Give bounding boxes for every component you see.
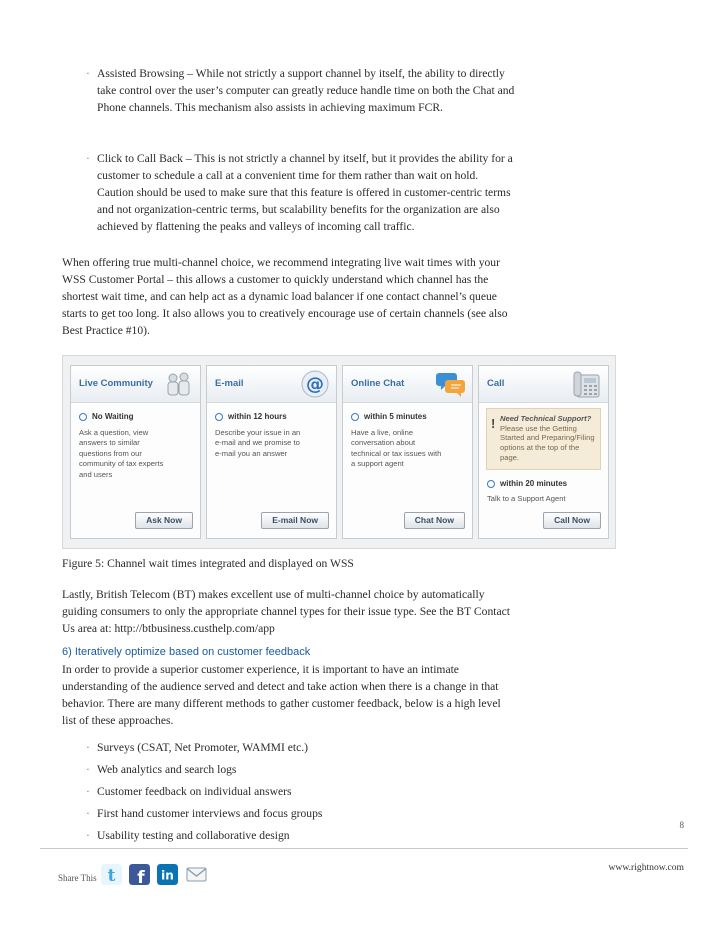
wait-time (487, 479, 567, 488)
figure-caption: Figure 5: Channel wait times integrated and displayed on WSS (62, 557, 354, 570)
clock-icon (487, 480, 495, 488)
bullet-dot: · (86, 152, 90, 165)
wait-time (215, 412, 287, 421)
footer-url[interactable]: www.rightnow.com (608, 862, 684, 873)
email-now-button[interactable]: E-mail Now (261, 512, 329, 529)
svg-text:f: f (137, 868, 145, 885)
list-item (86, 761, 516, 778)
bullet-text: Click to Call Back – This is not strictly a channel by itself, but it provides the ability for a customer to schedule a call at a convenient time for them rather than wait on hold. Caution should be used to make sure that this feature is offered in customer-centric terms and not organization-centric terms, but scalability benefits for the organization are also achieved by flattening the peaks and valleys of incoming call traffic. (97, 152, 513, 234)
exclamation-icon: ! (491, 416, 496, 431)
panel-title: Live Community (79, 378, 153, 389)
channel-panel-online-chat (342, 365, 473, 539)
bullet-dot: · (86, 67, 90, 80)
panel-title: E-mail (215, 378, 244, 389)
bullet-text: Web analytics and search logs (97, 763, 237, 776)
section-heading: 6) Iteratively optimize based on customer feedback (62, 646, 311, 658)
bullet-item-assisted-browsing (86, 65, 516, 116)
channel-panel-live-community (70, 365, 201, 539)
wait-time-text: within 12 hours (228, 412, 287, 421)
bullet-item-click-to-call-back (86, 150, 516, 235)
notice-body: Please use the Getting Started and Preparing/Filing options at the top of the page. (500, 423, 595, 462)
channel-description: Ask a question, view answers to similar questions from our community of tax experts and users (79, 428, 164, 479)
share-label: Share This (58, 873, 97, 883)
clock-icon (351, 413, 359, 421)
panel-header (343, 366, 472, 403)
list-item (86, 827, 516, 844)
paragraph-customer-feedback: In order to provide a superior customer experience, it is important to have an intimate understanding of the audience served and detect and take action when there is a change in that behavior. There are many different methods to gather customer feedback, below is a high level list of these approaches. (62, 663, 501, 728)
paragraph-multichannel: When offering true multi-channel choice, we recommend integrating live wait times with your WSS Customer Portal – this allows a customer to quickly understand which channel has the shortest wait time, and can help act as a dynamic load balancer if one contact channel’s queue starts to get too long. It also allows you to creatively encourage use of certain channels (see also Best Practice #10). (62, 256, 508, 338)
wait-time-text: within 20 minutes (500, 479, 568, 488)
channel-wait-times-figure (62, 355, 616, 549)
bullet-dot: · (86, 829, 90, 842)
panel-header (479, 366, 608, 403)
channel-panel-email (206, 365, 337, 539)
clock-icon (215, 413, 223, 421)
telephone-icon (572, 369, 602, 399)
technical-support-notice (486, 408, 601, 470)
bullet-dot: · (86, 785, 90, 798)
page-number: 8 (679, 820, 684, 830)
people-icon (164, 369, 194, 399)
channel-description: Have a live, online conversation about technical or tax issues with a support agent (351, 428, 442, 469)
bullet-text: First hand customer interviews and focus groups (97, 807, 323, 820)
notice-title: Need Technical Support? (500, 414, 592, 423)
clock-icon (79, 413, 87, 421)
list-item (86, 739, 516, 756)
wait-time-text: within 5 minutes (364, 412, 427, 421)
wait-time-text: No Waiting (92, 412, 134, 421)
panel-header (71, 366, 200, 403)
list-item (86, 805, 516, 822)
bullet-text: Surveys (CSAT, Net Promoter, WAMMI etc.) (97, 741, 308, 754)
ask-now-button[interactable]: Ask Now (135, 512, 193, 529)
linkedin-icon[interactable] (157, 864, 178, 885)
bullet-text: Usability testing and collaborative design (97, 829, 290, 842)
svg-text:in: in (161, 868, 174, 883)
bullet-dot: · (86, 763, 90, 776)
bullet-dot: · (86, 741, 90, 754)
footer-divider (40, 848, 688, 849)
list-item (86, 783, 516, 800)
svg-text:t: t (107, 866, 116, 885)
paragraph-british-telecom: Lastly, British Telecom (BT) makes excellent use of multi-channel choice by automatically guiding consumers to only the appropriate channel types for their issue type. See the BT Contact Us area at: http://btbusiness.custhelp.com/app (62, 588, 510, 636)
bullet-dot: · (86, 807, 90, 820)
channel-description: Talk to a Support Agent (487, 494, 566, 503)
panel-title: Call (487, 378, 505, 389)
bullet-text: Assisted Browsing – While not strictly a support channel by itself, the ability to directly take control over the user’s computer can greatly reduce handle time on both the Chat and Phone channels. This mechanism also assists in achieving maximum FCR. (97, 67, 515, 115)
panel-title: Online Chat (351, 378, 405, 389)
chat-now-button[interactable]: Chat Now (404, 512, 465, 529)
bullet-text: Customer feedback on individual answers (97, 785, 292, 798)
chat-bubbles-icon (436, 369, 466, 399)
email-icon[interactable] (186, 864, 207, 885)
wait-time (79, 412, 133, 421)
twitter-icon[interactable] (101, 864, 122, 885)
facebook-icon[interactable] (129, 864, 150, 885)
notice-text (500, 414, 598, 463)
at-sign-icon (300, 369, 330, 399)
svg-text:@: @ (306, 374, 324, 395)
channel-panel-call (478, 365, 609, 539)
wait-time (351, 412, 427, 421)
channel-description: Describe your issue in an e-mail and we promise to e-mail you an answer (215, 428, 301, 458)
call-now-button[interactable]: Call Now (543, 512, 601, 529)
panel-header (207, 366, 336, 403)
